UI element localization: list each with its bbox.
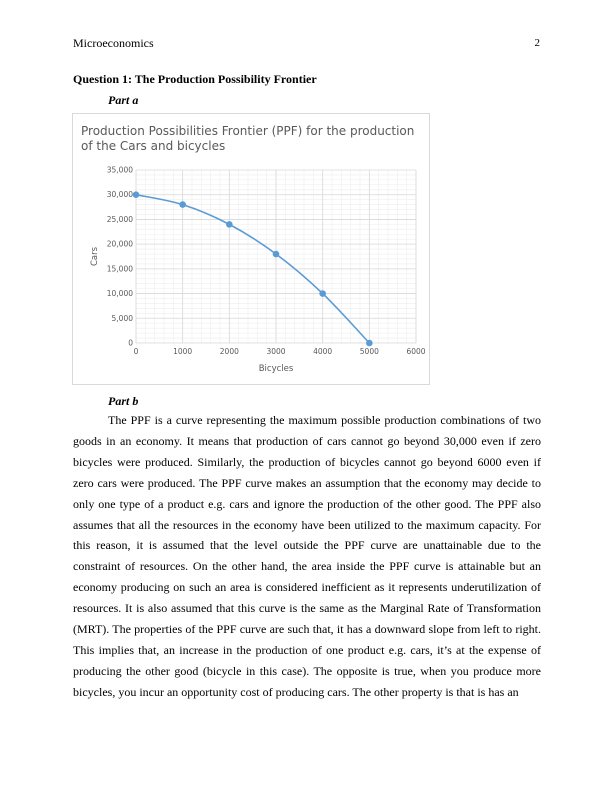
- y-tick-label: 20,000: [106, 239, 133, 249]
- y-axis-title: Cars: [90, 246, 100, 267]
- data-point: [180, 202, 186, 208]
- data-point: [320, 291, 326, 297]
- part-b-label: Part b: [108, 394, 139, 408]
- data-point: [367, 340, 373, 346]
- data-point: [273, 251, 279, 257]
- x-tick-label: 6000: [406, 347, 426, 356]
- running-title: Microeconomics: [73, 36, 154, 50]
- data-point: [227, 222, 233, 228]
- chart-plot: [73, 114, 431, 386]
- body-paragraph: The PPF is a curve representing the maximum possible production combinations of two goods in an economy. It means that production of cars cannot go beyond 30,000 even if zero bicycles were produced. Similarly, the production of bicycles cannot go beyond 6000 even if zero cars were produced. The PPF curve makes an assumption that the economy may decide to only one type of a product e.g. cars and ignore the production of the other good. The PPF also assumes that all the resources in the economy have been utilized to the maximum capacity. For this reason, it is assumed that the level outside the PPF curve are unattainable due to the constraint of resources. On the other hand, the area inside the PPF curve is attainable but an economy producing on such an area is considered inefficient as it represents underutilization of resources. It is also assumed that this curve is the same as the Marginal Rate of Transformation (MRT). The properties of the PPF curve are such that, it has a downward slope from left to right. This implies that, an increase in the production of one product e.g. cars, it’s at the expense of producing the other good (bicycle in this case). The opposite is true, when you produce more bicycles, you incur an opportunity cost of producing cars. The other property is that is has an: [73, 413, 541, 699]
- data-point: [133, 192, 139, 198]
- body-text: [73, 410, 541, 703]
- y-tick-label: 5,000: [111, 313, 133, 323]
- y-tick-label: 0: [128, 338, 133, 348]
- x-tick-label: 4000: [313, 347, 333, 356]
- x-tick-label: 5000: [359, 347, 379, 356]
- y-tick-label: 30,000: [106, 190, 133, 200]
- question-heading: Question 1: The Production Possibility Frontier: [73, 72, 317, 86]
- y-tick-label: 15,000: [106, 264, 133, 274]
- x-axis-title: Bicycles: [258, 364, 294, 374]
- x-tick-label: 2000: [219, 347, 239, 356]
- y-tick-label: 25,000: [106, 214, 133, 224]
- x-tick-label: 0: [133, 347, 139, 356]
- page-number: 2: [534, 37, 540, 49]
- y-tick-label: 10,000: [106, 289, 133, 299]
- ppf-chart: [72, 113, 430, 385]
- x-tick-label: 3000: [266, 347, 286, 356]
- chart-title: Production Possibilities Frontier (PPF) for the production of the Cars and bicycles: [81, 124, 415, 153]
- part-a-label: Part a: [108, 93, 139, 107]
- x-tick-label: 1000: [173, 347, 193, 356]
- y-tick-label: 35,000: [106, 165, 133, 175]
